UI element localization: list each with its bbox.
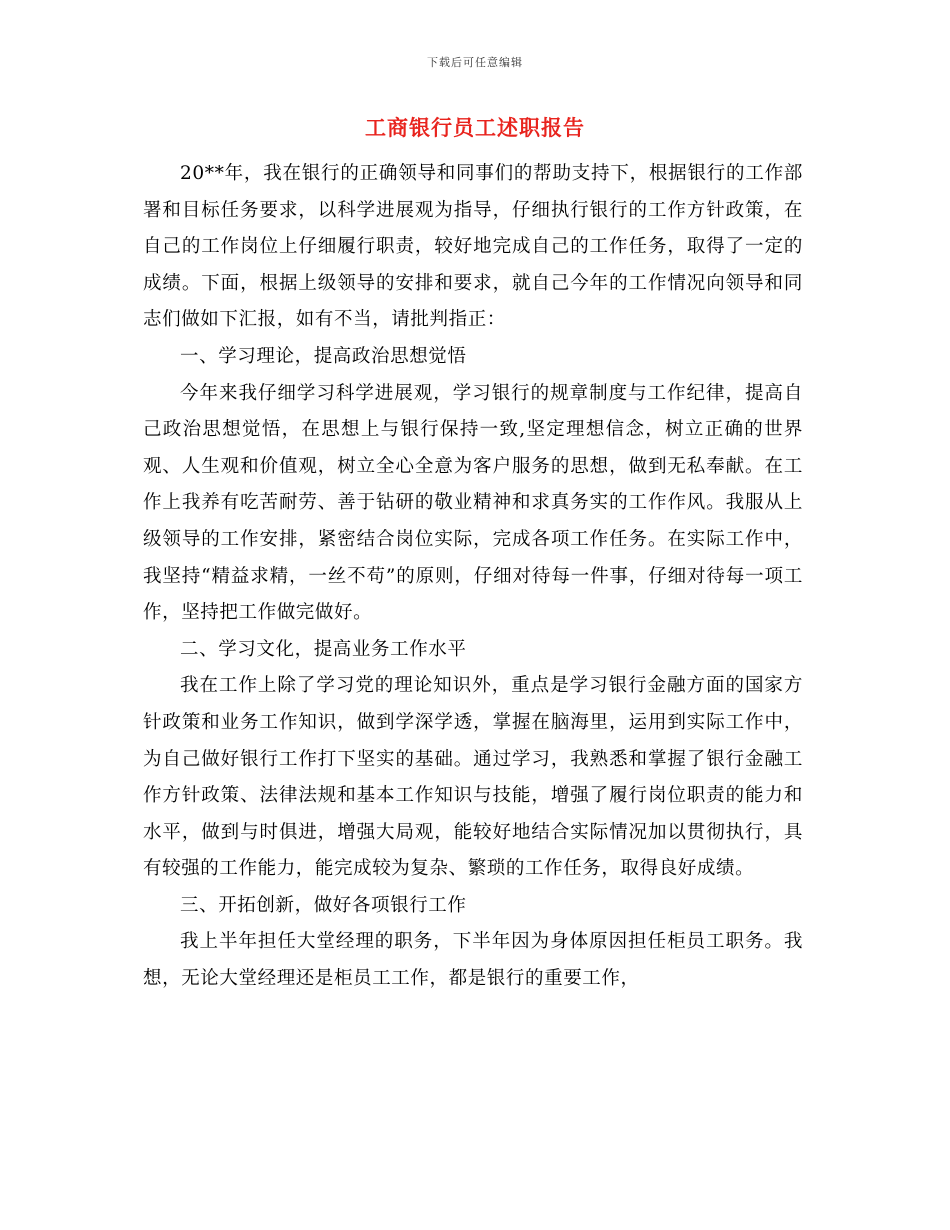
- document-title: 工商银行员工述职报告: [365, 115, 585, 140]
- header-note: 下载后可任意编辑: [427, 56, 523, 69]
- section-heading-2: 二、学习文化，提高业务工作水平: [180, 638, 467, 660]
- section-heading-1: 一、学习理论，提高政治思想觉悟: [180, 345, 467, 367]
- document-body: [143, 156, 803, 998]
- paragraph-section-3: 我上半年担任大堂经理的职务，下半年因为身体原因担任柜员工职务。我想，无论大堂经理还是柜员工工作，都是银行的重要工作，: [143, 931, 803, 990]
- section-heading-3: 三、开拓创新，做好各项银行工作: [180, 894, 467, 916]
- paragraph-section-1: 今年来我仔细学习科学进展观，学习银行的规章制度与工作纪律，提高自己政治思想觉悟，在思想上与银行保持一致,坚定理想信念，树立正确的世界观、人生观和价值观，树立全心全意为客户服务的思想，做到无私奉献。在工作上我养有吃苦耐劳、善于钻研的敬业精神和求真务实的工作作风。我服从上级领导的工作安排，紧密结合岗位实际，完成各项工作任务。在实际工作中，我坚持“精益求精，一丝不苟”的原则，仔细对待每一件事，仔细对待每一项工作，坚持把工作做完做好。: [143, 382, 803, 624]
- paragraph-section-2: 我在工作上除了学习党的理论知识外，重点是学习银行金融方面的国家方针政策和业务工作知识，做到学深学透，掌握在脑海里，运用到实际工作中，为自己做好银行工作打下坚实的基础。通过学习，我熟悉和掌握了银行金融工作方针政策、法律法规和基本工作知识与技能，增强了履行岗位职责的能力和水平，做到与时俱进，增强大局观，能较好地结合实际情况加以贯彻执行，具有较强的工作能力，能完成较为复杂、繁琐的工作任务，取得良好成绩。: [143, 675, 803, 880]
- paragraph-intro: 20**年，我在银行的正确领导和同事们的帮助支持下，根据银行的工作部署和目标任务要求，以科学进展观为指导，仔细执行银行的工作方针政策，在自己的工作岗位上仔细履行职责，较好地完成自己的工作任务，取得了一定的成绩。下面，根据上级领导的安排和要求，就自己今年的工作情况向领导和同志们做如下汇报，如有不当，请批判指正：: [143, 163, 803, 331]
